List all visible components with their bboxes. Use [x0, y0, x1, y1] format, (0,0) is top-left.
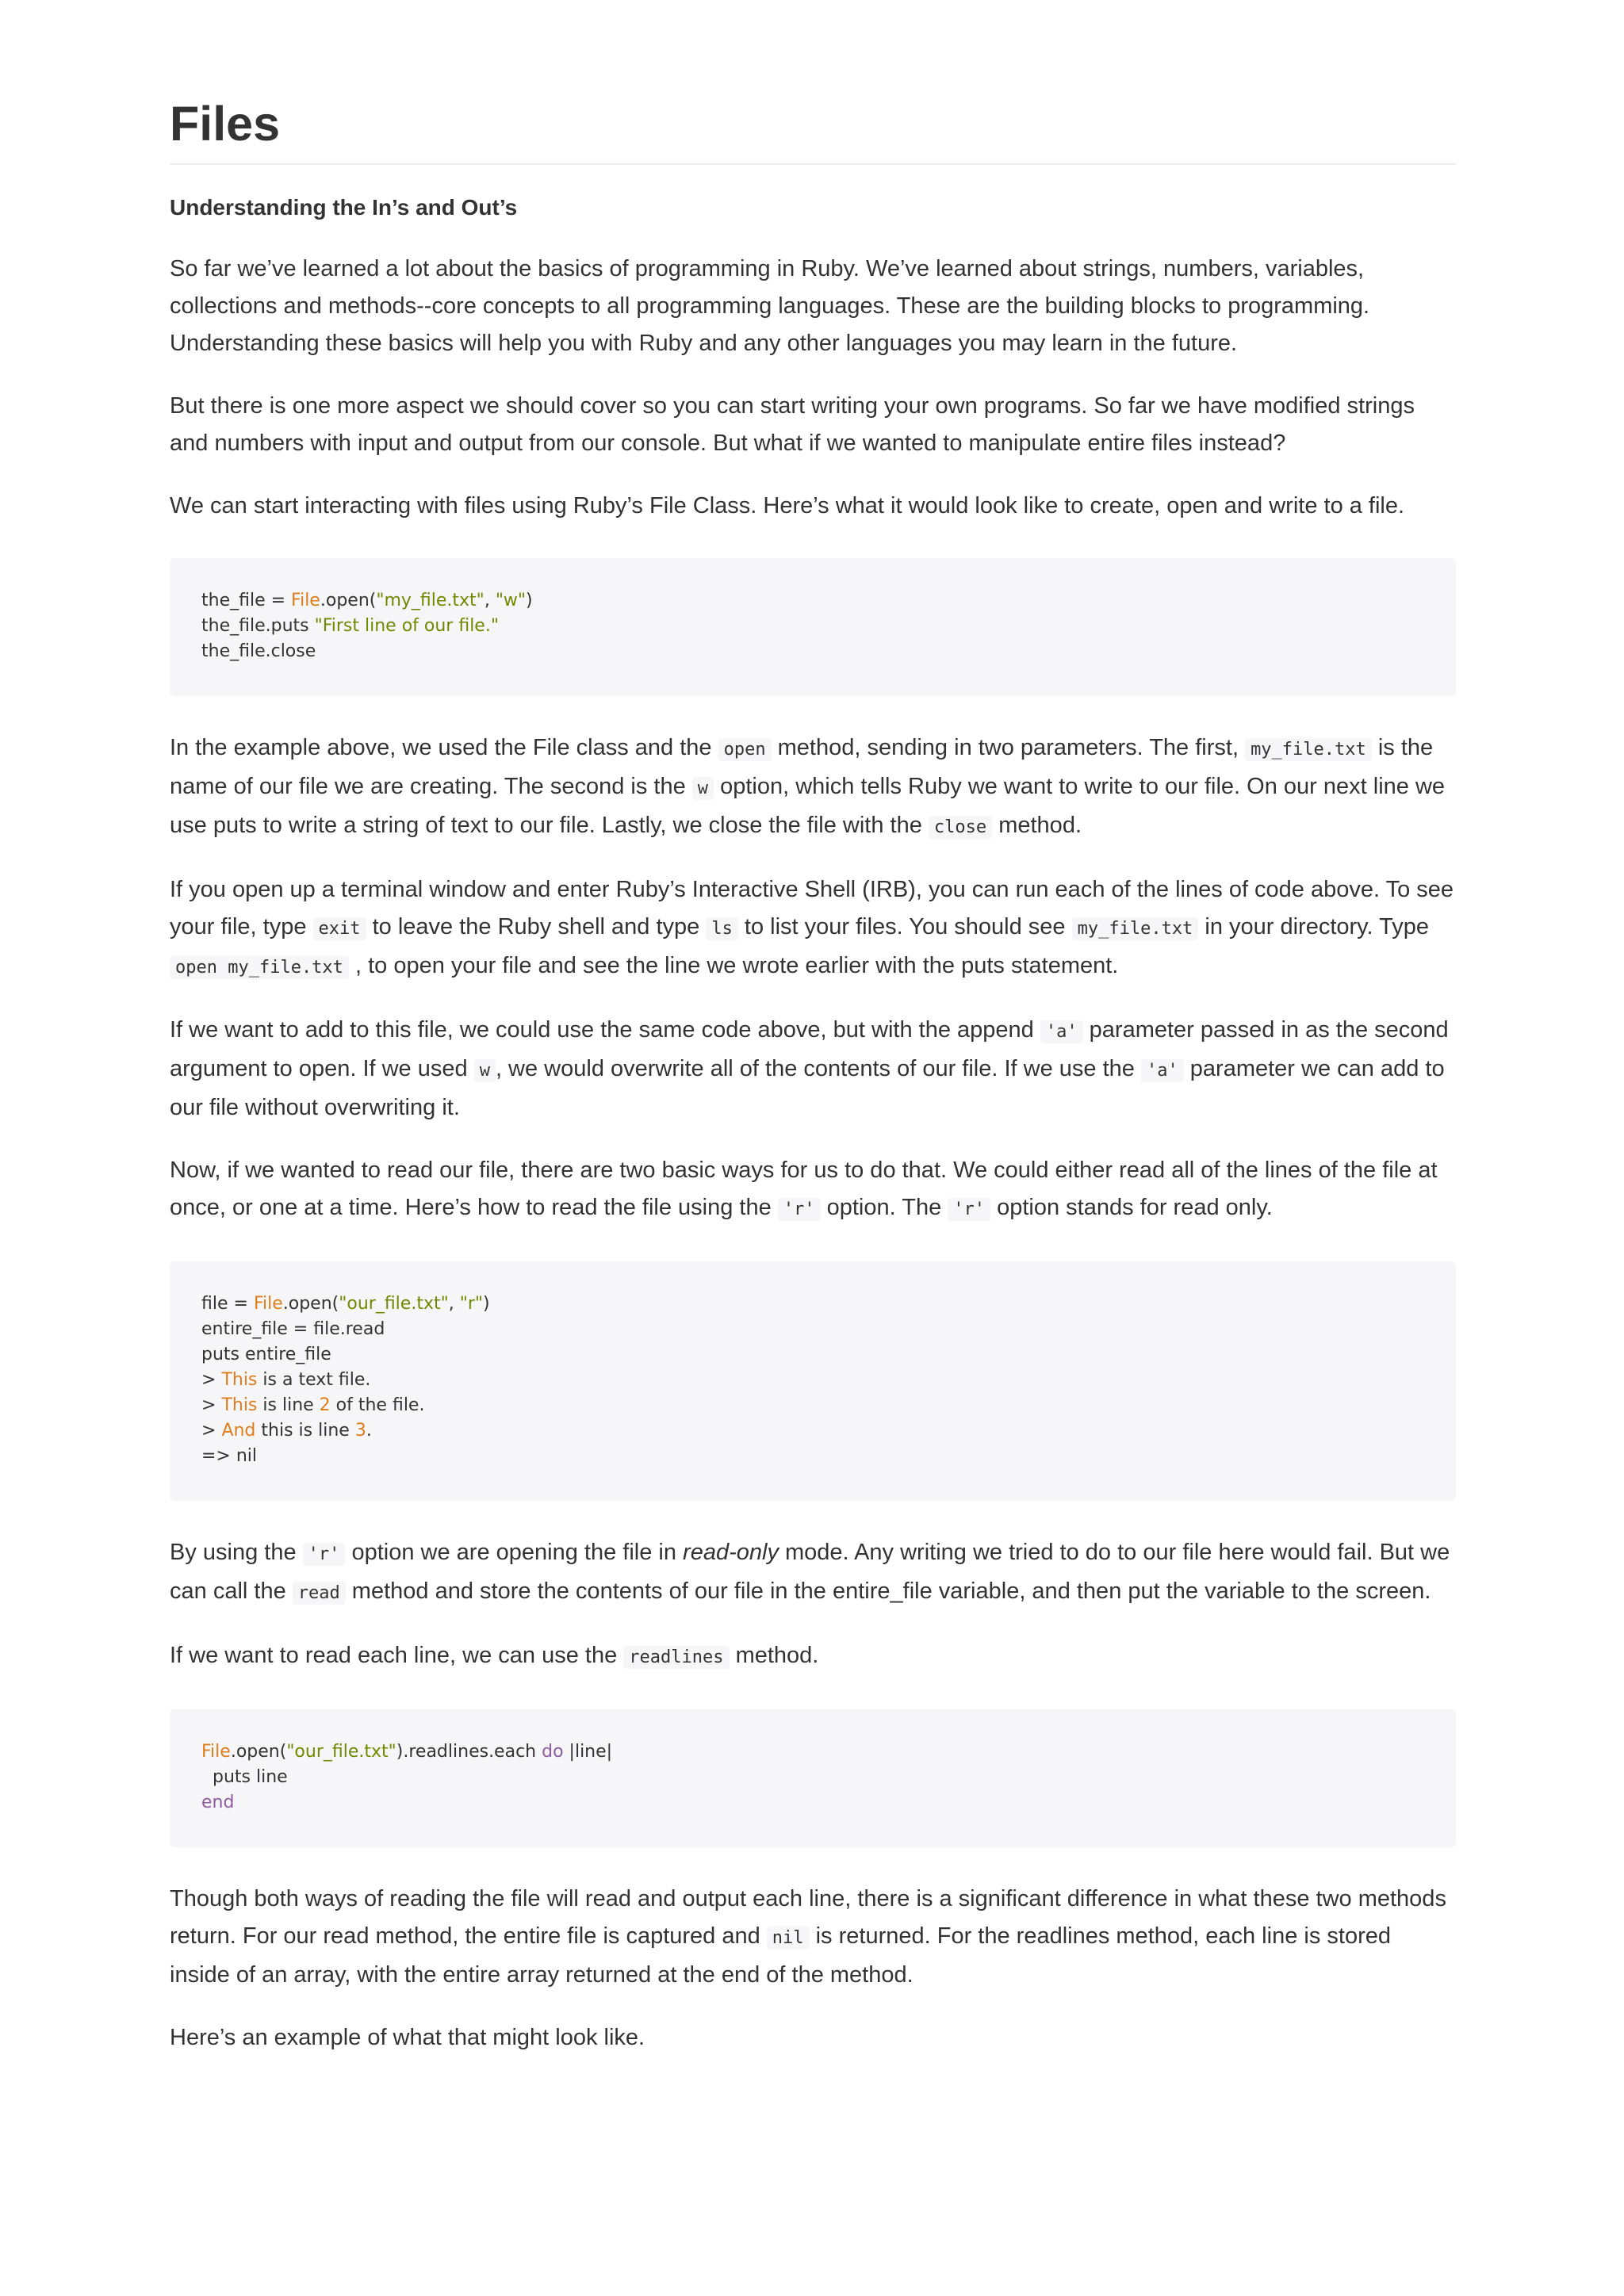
inline-code: open my_file.txt — [170, 956, 349, 979]
code-line — [201, 1446, 257, 1466]
code-token: "First line of our file." — [314, 616, 499, 636]
code-token: entire_file = file.read — [201, 1319, 385, 1339]
text-run: , we would overwrite all of the contents of our file. If we use the — [495, 1056, 1141, 1081]
text-run: By using the — [170, 1540, 303, 1565]
text-run: parameter we can add to our file without overwriting it. — [170, 1056, 1445, 1120]
inline-code: nil — [767, 1927, 810, 1950]
inline-code: w — [692, 777, 714, 800]
code-token: puts entire_file — [201, 1345, 331, 1364]
inline-code: 'r' — [778, 1198, 821, 1221]
code-token: the_file = — [201, 591, 292, 610]
code-block-read-file — [170, 1261, 1456, 1501]
code-line — [201, 1421, 372, 1441]
code-token: "our_file.txt" — [286, 1742, 396, 1762]
inline-code: my_file.txt — [1072, 917, 1199, 940]
page-title: Files — [170, 95, 1456, 165]
code-token: do — [542, 1742, 564, 1762]
text-run: option, which tells Ruby we want to write to our file. On our next line we use puts to write a string of text to our file. Lastly, we close the file with the — [170, 774, 1446, 838]
code-token: puts line — [201, 1767, 288, 1787]
inline-code: 'a' — [1040, 1020, 1083, 1043]
code-token: ) — [483, 1294, 490, 1314]
section-subtitle: Understanding the In’s and Out’s — [170, 195, 518, 220]
code-token: .open( — [282, 1294, 339, 1314]
code-line — [201, 1370, 370, 1390]
code-token: , — [448, 1294, 460, 1314]
code-token: the_file.close — [201, 641, 316, 661]
text-run: option. The — [820, 1195, 948, 1220]
code-block-write-file — [170, 558, 1456, 696]
code-token: .open( — [230, 1742, 287, 1762]
code-token: File — [201, 1742, 231, 1762]
paragraph-read-intro — [170, 1152, 1456, 1228]
inline-code: 'r' — [303, 1543, 346, 1566]
text-run: Though both ways of reading the file will read and output each line, there is a significant difference in what these two methods return. For our read method, the entire file is captured and — [170, 1886, 1446, 1949]
code-line — [201, 641, 316, 661]
code-line — [201, 1793, 234, 1812]
code-token: end — [201, 1793, 235, 1812]
code-token: And — [221, 1421, 256, 1441]
text-run: option stands for read only. — [990, 1195, 1273, 1220]
paragraph-return-difference — [170, 1881, 1456, 1994]
inline-code: open — [718, 738, 772, 761]
inline-code: 'a' — [1141, 1059, 1184, 1082]
code-token: => nil — [201, 1446, 258, 1466]
text-run: In the example above, we used the File class and the — [170, 735, 718, 760]
code-line — [201, 591, 533, 610]
text-run: is the name of our file we are creating. The second is the — [170, 735, 1434, 799]
code-token: this is line — [255, 1421, 355, 1441]
code-token: is a text file. — [257, 1370, 371, 1390]
document-page — [170, 95, 1456, 2057]
code-token: File — [291, 591, 320, 610]
emphasis-text: read-only — [683, 1540, 779, 1565]
code-token: .open( — [320, 591, 377, 610]
paragraph-example-lead: Here’s an example of what that might look like. — [170, 2025, 645, 2050]
text-run: If we want to add to this file, we could use the same code above, but with the append — [170, 1017, 1040, 1043]
code-token: ).readlines.each — [396, 1742, 542, 1762]
text-run: method. — [992, 813, 1082, 838]
code-token: > — [201, 1370, 222, 1390]
code-token: This — [221, 1395, 258, 1415]
code-token: > — [201, 1395, 222, 1415]
paragraph-append-mode — [170, 1012, 1456, 1127]
code-token: |line| — [563, 1742, 613, 1762]
code-token: file = — [201, 1294, 254, 1314]
inline-code: close — [929, 816, 992, 839]
code-line — [201, 1767, 288, 1787]
code-line — [201, 1319, 385, 1339]
inline-code: ls — [706, 917, 738, 940]
code-line — [201, 1395, 424, 1415]
paragraph-readlines-intro — [170, 1637, 1456, 1676]
text-run: is returned. For the readlines method, each line is stored inside of an array, with the entire array returned at the end of the method. — [170, 1923, 1391, 1988]
code-token: "my_file.txt" — [376, 591, 485, 610]
text-run: Now, if we wanted to read our file, there are two basic ways for us to do that. We could either read all of the lines of the file at once, or one at a time. Here’s how to read the file using the — [170, 1158, 1438, 1220]
code-line — [201, 1742, 612, 1762]
code-token: File — [253, 1294, 283, 1314]
inline-code: 'r' — [948, 1198, 990, 1221]
inline-code: read — [293, 1582, 346, 1605]
code-line — [201, 1345, 331, 1364]
code-token: > — [201, 1421, 222, 1441]
text-run: to list your files. You should see — [737, 914, 1072, 939]
paragraph-files-motivation: But there is one more aspect we should cover so you can start writing your own programs. So far we have modified strings and numbers with input and output from our console. But what if we wanted to manipulate entire files instead? — [170, 393, 1415, 456]
code-line — [201, 616, 499, 636]
paragraph-read-only — [170, 1534, 1456, 1612]
code-token: the_file.puts — [201, 616, 315, 636]
code-token: is line — [257, 1395, 320, 1415]
text-run: method. — [729, 1643, 819, 1668]
text-run: , to open your file and see the line we wrote earlier with the puts statement. — [348, 953, 1119, 978]
code-token: , — [484, 591, 496, 610]
code-token: "w" — [495, 591, 527, 610]
text-run: mode. Any writing we tried to do to our file here would fail. But we can call the — [170, 1540, 1450, 1604]
code-line — [201, 1294, 490, 1314]
code-block-readlines — [170, 1709, 1456, 1847]
code-token: . — [366, 1421, 372, 1441]
inline-code: readlines — [623, 1646, 729, 1669]
code-token: ) — [526, 591, 533, 610]
code-token: "r" — [459, 1294, 484, 1314]
text-run: If we want to read each line, we can use the — [170, 1643, 624, 1668]
code-token: 2 — [319, 1395, 331, 1415]
text-run: to leave the Ruby shell and type — [366, 914, 707, 939]
inline-code: exit — [313, 917, 366, 940]
text-run: method and store the contents of our file in the entire_file variable, and then put the variable to the screen. — [345, 1578, 1431, 1604]
code-token: "our_file.txt" — [339, 1294, 449, 1314]
paragraph-intro: So far we’ve learned a lot about the basics of programming in Ruby. We’ve learned about strings, numbers, variables, collections and methods--core concepts to all programming languages. These are the building blocks to programming. Understanding these basics will help you with Ruby and any other languages you may learn in the future. — [170, 256, 1370, 356]
paragraph-irb-instructions — [170, 871, 1456, 986]
code-token: of the file. — [330, 1395, 425, 1415]
code-token: This — [221, 1370, 258, 1390]
paragraph-file-class: We can start interacting with files using Ruby’s File Class. Here’s what it would look like to create, open and write to a file. — [170, 493, 1405, 519]
text-run: in your directory. Type — [1198, 914, 1429, 939]
paragraph-open-explanation — [170, 729, 1456, 846]
text-run: parameter passed in as the second argument to open. If we used — [170, 1017, 1449, 1081]
code-token: 3 — [354, 1421, 366, 1441]
inline-code: my_file.txt — [1245, 738, 1372, 761]
text-run: method, sending in two parameters. The first, — [771, 735, 1246, 760]
text-run: If you open up a terminal window and enter Ruby’s Interactive Shell (IRB), you can run each of the lines of code above. To see your file, type — [170, 877, 1454, 939]
text-run: option we are opening the file in — [345, 1540, 684, 1565]
inline-code: w — [474, 1059, 496, 1082]
